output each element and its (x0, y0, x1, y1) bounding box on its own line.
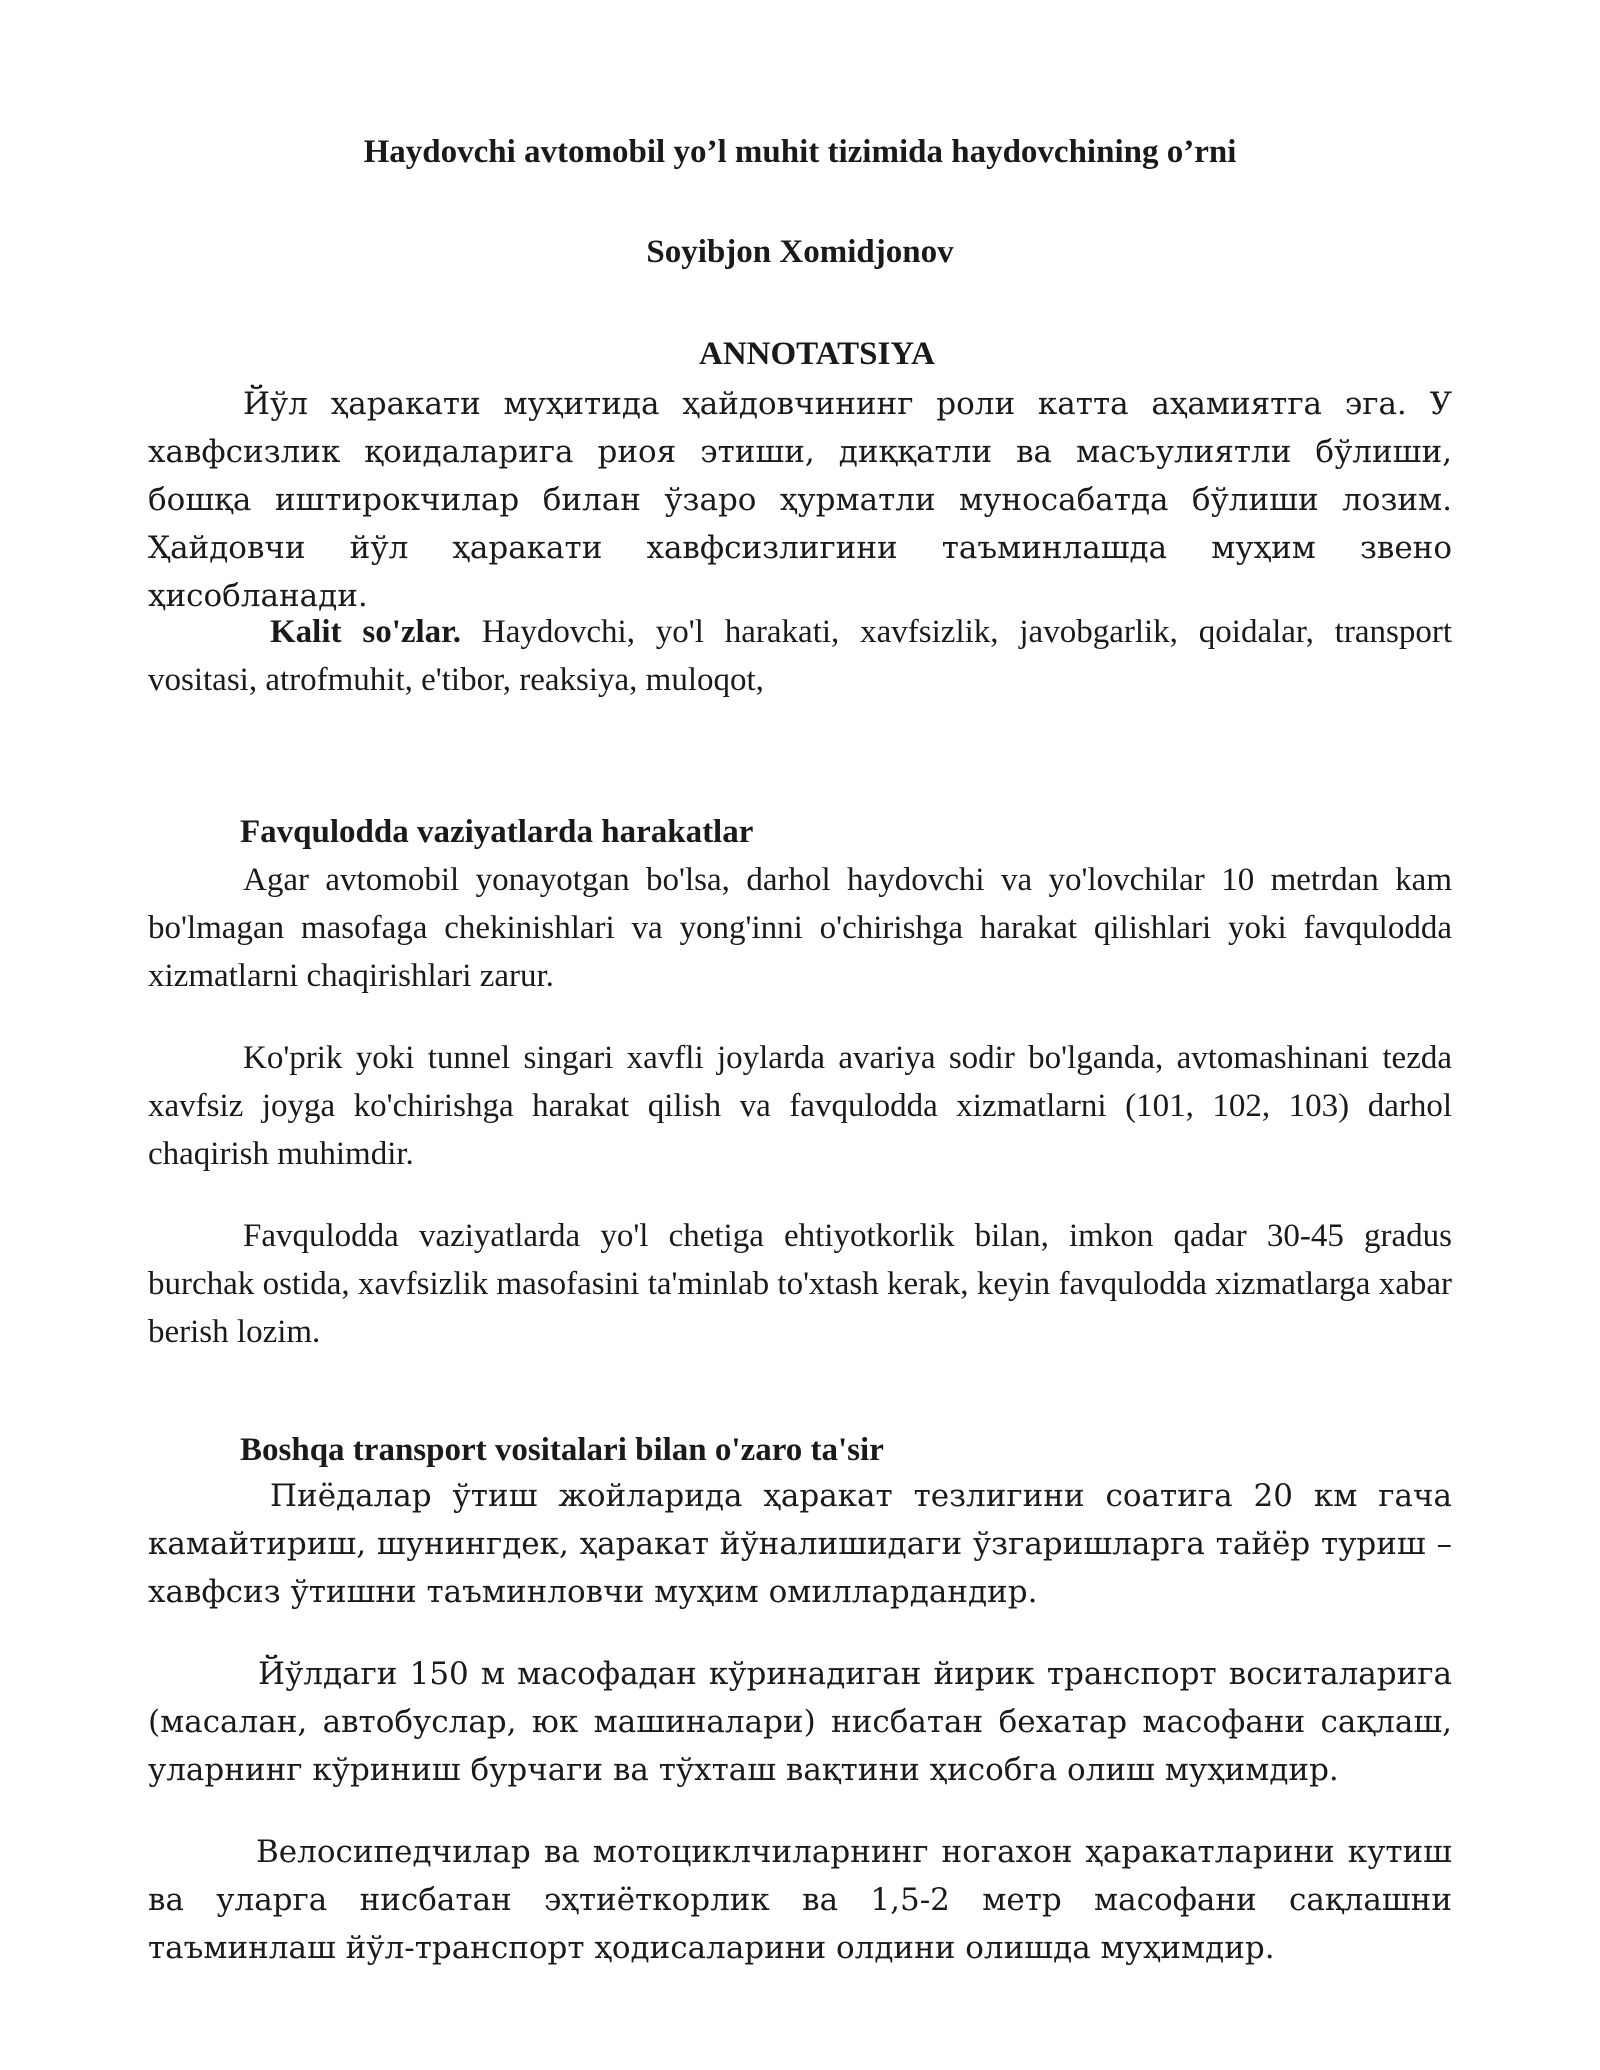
author-name: Soyibjon Xomidjonov (646, 234, 954, 270)
annotation-heading: ANNOTATSIYA (699, 336, 935, 372)
paragraph: Favqulodda vaziyatlarda yo'l chetiga ehtiyotkorlik bilan, imkon qadar 30-45 gradus burchak ostida, xavfsizlik masofasini ta'minlab to'xtash kerak, keyin favqulodda xizmatlarga xabar berish lozim. (148, 1218, 1452, 1350)
keywords-block (148, 608, 1452, 704)
paragraph: Йўлдаги 150 м масофадан кўринадиган йирик транспорт воситаларига (масалан, автобуслар, юк машиналари) нисбатан бехатар масофани сақлаш, уларнинг кўриниш бурчаги ва тўхташ вақтини ҳисобга олиш муҳимдир. (148, 1656, 1452, 1788)
keywords-text: Haydovchi, yo'l harakati, xavfsizlik, javobgarlik, qoidalar, transport vositasi, atrofmuhit, e'tibor, reaksiya, muloqot, (148, 614, 1452, 698)
section-emergency-p2 (148, 1034, 1452, 1178)
keywords-label: Kalit so'zlar. (270, 614, 462, 650)
document-title: Haydovchi avtomobil yo’l muhit tizimida haydovchining o’rni (363, 134, 1237, 170)
paragraph: Ko'prik yoki tunnel singari xavfli joylarda avariya sodir bo'lganda, avtomashinani tezda xavfsiz joyga ko'chirishga harakat qilish va favqulodda xizmatlarni (101, 102, 103) darhol chaqirish muhimdir. (148, 1040, 1452, 1172)
annotation-block (148, 380, 1452, 620)
section-heading-interaction: Boshqa transport vositalari bilan o'zaro ta'sir (240, 1432, 884, 1468)
paragraph: Велосипедчилар ва мотоциклчиларнинг ногахон ҳаракатларини кутиш ва уларга нисбатан эҳтиёткорлик ва 1,5-2 метр масофани сақлашни таъминлаш йўл-транспорт ҳодисаларини олдини олишда муҳимдир. (148, 1834, 1452, 1966)
section-interaction-p3 (148, 1828, 1452, 1972)
section-emergency-p3 (148, 1212, 1452, 1356)
keywords-paragraph (148, 608, 1452, 704)
annotation-text: Йўл ҳаракати муҳитида ҳайдовчининг роли катта аҳамиятга эга. У хавфсизлик қоидаларига риоя этиши, диққатли ва масъулиятли бўлиши, бошқа иштирокчилар билан ўзаро ҳурматли муносабатда бўлиши лозим. Ҳайдовчи йўл ҳаракати хавфсизлигини таъминлашда муҳим звено ҳисобланади. (148, 386, 1452, 614)
section-emergency-p1 (148, 856, 1452, 1000)
section-heading-emergency: Favqulodda vaziyatlarda harakatlar (240, 814, 754, 850)
paragraph: Agar avtomobil yonayotgan bo'lsa, darhol haydovchi va yo'lovchilar 10 metrdan kam bo'lmagan masofaga chekinishlari va yong'inni o'chirishga harakat qilishlari yoki favqulodda xizmatlarni chaqirishlari zarur. (148, 862, 1452, 994)
section-interaction-p1 (148, 1472, 1452, 1616)
paragraph: Пиёдалар ўтиш жойларида ҳаракат тезлигини соатига 20 км гача камайтириш, шунингдек, ҳаракат йўналишидаги ўзгаришларга тайёр туриш – хавфсиз ўтишни таъминловчи муҳим омиллардандир. (148, 1478, 1452, 1610)
section-interaction-p2 (148, 1650, 1452, 1794)
